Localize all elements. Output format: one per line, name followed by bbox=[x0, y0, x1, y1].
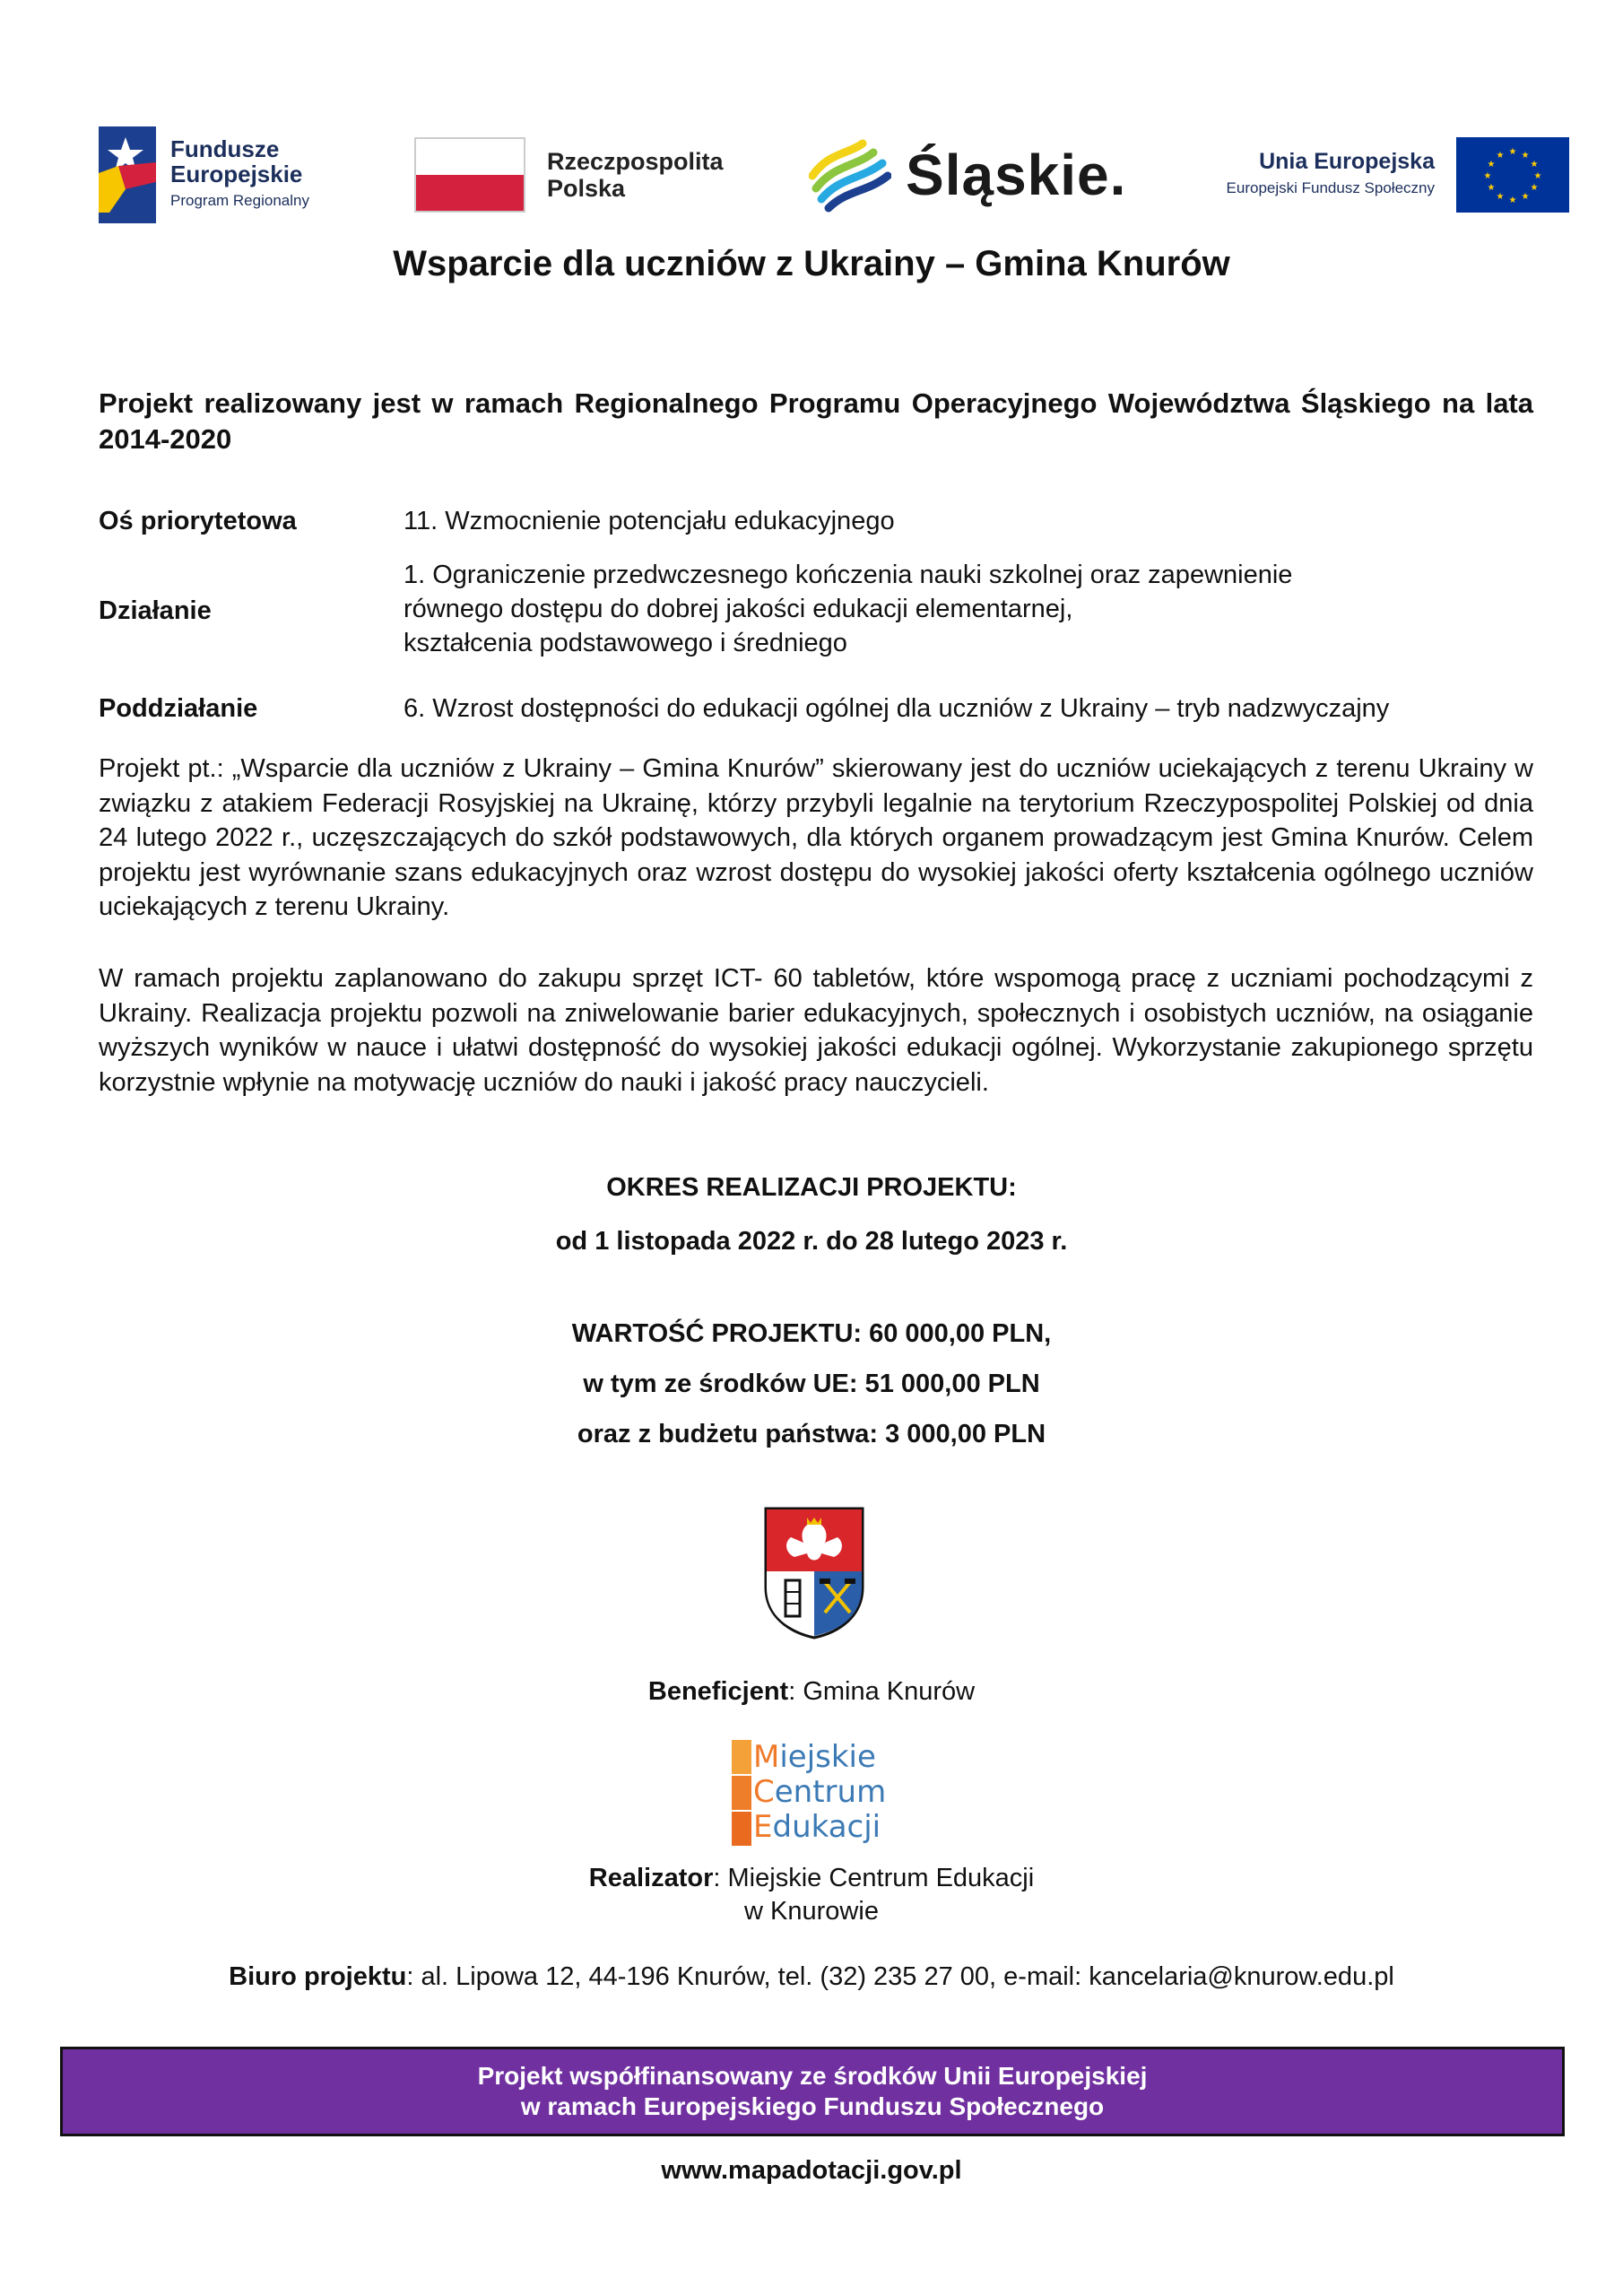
banner-line2: w ramach Europejskiego Funduszu Społecznego bbox=[520, 2092, 1105, 2120]
svg-text:★: ★ bbox=[1508, 147, 1517, 157]
svg-text:★: ★ bbox=[1487, 160, 1496, 170]
slaskie-waves-icon bbox=[809, 135, 891, 215]
fundusze-europejskie-logo bbox=[99, 126, 309, 224]
beneficiary-line bbox=[0, 1677, 1623, 1707]
submeasure-value: 6. Wzrost dostępności do edukacji ogólnej dla uczniów z Ukrainy – tryb nadzwyczajny bbox=[404, 694, 1390, 723]
rzeczpospolita-polska-logo bbox=[414, 126, 724, 224]
rp-line1: Rzeczpospolita bbox=[547, 148, 724, 175]
svg-text:★: ★ bbox=[1496, 192, 1505, 202]
svg-text:★: ★ bbox=[1521, 192, 1530, 202]
period-dates: od 1 listopada 2022 r. do 28 lutego 2023 r. bbox=[555, 1227, 1068, 1256]
knurow-coat-of-arms-icon bbox=[764, 1507, 864, 1639]
project-value-eu: w tym ze środków UE: 51 000,00 PLN bbox=[583, 1370, 1040, 1398]
beneficiary-label: Beneficjent bbox=[647, 1677, 789, 1706]
slaskie-logo bbox=[809, 126, 1126, 224]
page-title: Wsparcie dla uczniów z Ukrainy – Gmina Knurów bbox=[393, 244, 1230, 283]
measure-value-line3: kształcenia podstawowego i średniego bbox=[404, 629, 847, 657]
ue-line1: Unia Europejska bbox=[1259, 149, 1435, 174]
mce-color-bar-icon bbox=[732, 1740, 751, 1846]
realizator-value: : Miejskie Centrum Edukacji bbox=[713, 1864, 1035, 1892]
svg-text:★: ★ bbox=[1521, 151, 1530, 161]
fe-line3: Program Regionalny bbox=[170, 192, 309, 209]
measure-label: Działanie bbox=[99, 596, 212, 625]
project-value-state: oraz z budżetu państwa: 3 000,00 PLN bbox=[577, 1420, 1046, 1448]
slaskie-wordmark: Śląskie. bbox=[906, 143, 1127, 207]
website-link[interactable]: www.mapadotacji.gov.pl bbox=[661, 2156, 962, 2185]
fe-line2: Europejskie bbox=[170, 161, 303, 187]
svg-text:★: ★ bbox=[1530, 183, 1539, 193]
svg-text:★: ★ bbox=[1533, 171, 1542, 181]
submeasure-label: Poddziałanie bbox=[99, 694, 258, 723]
fe-line1: Fundusze bbox=[170, 135, 280, 162]
office-line bbox=[0, 1962, 1623, 1992]
svg-text:★: ★ bbox=[1483, 171, 1492, 181]
realizator-line bbox=[0, 1864, 1623, 1893]
realizator-label: Realizator bbox=[588, 1864, 714, 1892]
unia-europejska-logo bbox=[1227, 126, 1569, 224]
priority-axis-value: 11. Wzmocnienie potencjału edukacyjnego bbox=[404, 507, 895, 535]
eu-flag-icon bbox=[1456, 137, 1569, 213]
office-label: Biuro projektu bbox=[229, 1962, 407, 1991]
rp-line2: Polska bbox=[547, 175, 626, 202]
ue-line2: Europejski Fundusz Społeczny bbox=[1226, 179, 1435, 196]
measure-value-line2: równego dostępu do dobrej jakości edukacji elementarnej, bbox=[404, 595, 1073, 623]
svg-text:★: ★ bbox=[1530, 160, 1539, 170]
svg-text:★: ★ bbox=[1487, 183, 1496, 193]
cofinancing-banner bbox=[60, 2047, 1565, 2136]
project-description: Projekt pt.: „Wsparcie dla uczniów z Ukrainy – Gmina Knurów” skierowany jest do uczniów uciekających z terenu Ukrainy w związku z atakiem Federacji Rosyjskiej na Ukrainę, którzy przybyli legalnie na terytorium Rzeczypospolitej Polskiej od dnia 24 lutego 2022 r., uczęszczających do szkół podstawowych, dla których organem prowadzącym jest Gmina Knurów. Celem projektu jest wyrównanie szans edukacyjnych oraz wzrost dostępu do wysokiej jakości oferty kształcenia ogólnego uczniów uciekających z terenu Ukrainy. bbox=[99, 754, 1533, 921]
period-heading: OKRES REALIZACJI PROJEKTU: bbox=[606, 1173, 1017, 1202]
polish-flag-icon bbox=[414, 137, 525, 213]
program-intro: Projekt realizowany jest w ramach Regionalnego Programu Operacyjnego Województwa Śląskiego na lata 2014-2020 bbox=[99, 387, 1533, 455]
realizator-line2: w Knurowie bbox=[744, 1897, 879, 1926]
project-scope: W ramach projektu zaplanowano do zakupu sprzęt ICT- 60 tabletów, które wspomogą pracę z uczniami pochodzącymi z Ukrainy. Realizacja projektu pozwoli na zniwelowanie barier edukacyjnych, społecznych i osobistych uczniów, na osiąganie wyższych wyników w nauce i ułatwi dostępność do wysokiej jakości edukacji ogólnej. Wykorzystanie zakupionego sprzętu korzystnie wpłynie na motywację uczniów do nauki i jakość pracy nauczycieli. bbox=[99, 964, 1533, 1097]
svg-text:★: ★ bbox=[1496, 151, 1505, 161]
svg-text:★: ★ bbox=[1508, 196, 1517, 205]
miejskie-centrum-edukacji-logo: Miejskie Centrum Edukacji bbox=[732, 1740, 886, 1846]
priority-axis-label: Oś priorytetowa bbox=[99, 507, 297, 535]
project-value-total: WARTOŚĆ PROJEKTU: 60 000,00 PLN, bbox=[571, 1319, 1052, 1348]
office-value: : al. Lipowa 12, 44-196 Knurów, tel. (32) 235 27 00, e-mail: kancelaria@knurow.edu.pl bbox=[406, 1962, 1394, 1991]
banner-line1: Projekt współfinansowany ze środków Unii Europejskiej bbox=[477, 2062, 1148, 2090]
measure-value-line1: 1. Ograniczenie przedwczesnego kończenia nauki szkolnej oraz zapewnienie bbox=[404, 561, 1293, 589]
measure-row bbox=[99, 558, 1551, 665]
beneficiary-value: : Gmina Knurów bbox=[788, 1677, 976, 1706]
fundusze-europejskie-star-icon bbox=[99, 126, 156, 223]
logo-bar bbox=[99, 126, 1569, 224]
